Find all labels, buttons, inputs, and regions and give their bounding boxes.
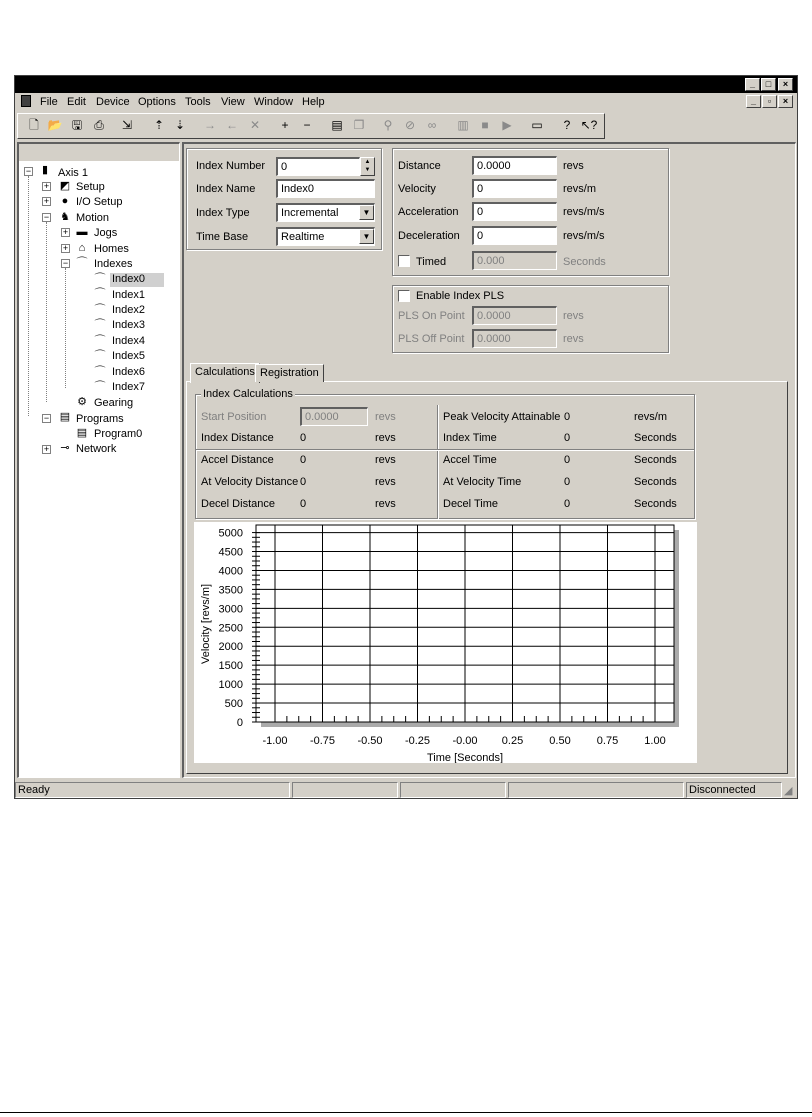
menu-tools[interactable]: Tools: [185, 96, 211, 108]
x-tick-label: -0.50: [357, 735, 383, 747]
velocity-unit: revs/m: [563, 183, 596, 195]
tab-calculations[interactable]: Calculations: [190, 363, 260, 383]
index-time-unit: Seconds: [634, 432, 677, 444]
print-icon[interactable]: ⎙: [94, 118, 104, 132]
at-velocity-time-label: At Velocity Time: [443, 476, 522, 488]
acceleration-unit: revs/m/s: [563, 206, 605, 218]
download-icon[interactable]: ⇣: [174, 118, 186, 132]
enable-pls-label: Enable Index PLS: [416, 290, 505, 302]
distance-label: Distance: [398, 160, 441, 172]
home-icon: ⌂: [78, 242, 86, 254]
help-icon[interactable]: ?: [563, 118, 571, 132]
calc-group-title: Index Calculations: [203, 388, 293, 400]
index-type-select[interactable]: [276, 203, 375, 222]
collapse-toggle[interactable]: −: [25, 166, 32, 176]
status-ready: Ready: [15, 782, 290, 798]
tree-item-index7[interactable]: Index7: [112, 381, 146, 393]
timed-unit: Seconds: [563, 256, 606, 268]
velocity-label: Velocity: [398, 183, 436, 195]
peak-velocity-label: Peak Velocity Attainable: [443, 411, 561, 423]
copy-icon[interactable]: ❐: [353, 118, 365, 132]
index-icon: ⌒: [94, 350, 106, 362]
title-bar: [15, 76, 797, 93]
tree-item-index4[interactable]: Index4: [112, 335, 146, 347]
status-connection: Disconnected: [686, 782, 782, 798]
x-tick-label: -0.25: [404, 735, 431, 747]
pls-off-field[interactable]: 0.0000: [472, 329, 557, 348]
zoom-icon[interactable]: ⚲: [383, 118, 393, 132]
x-tick-label: 0.50: [549, 735, 571, 747]
find-icon[interactable]: ⊘: [404, 118, 416, 132]
deceleration-unit: revs/m/s: [563, 230, 605, 242]
goto-icon[interactable]: ∞: [427, 118, 437, 132]
gear-icon: ⚙: [77, 396, 87, 408]
y-tick-label: 3000: [218, 603, 243, 616]
collapse-toggle[interactable]: −: [43, 212, 50, 222]
at-velocity-time-value: 0: [564, 476, 571, 488]
menu-window[interactable]: Window: [254, 96, 294, 108]
remove-device-icon[interactable]: ←: [226, 118, 238, 132]
upload-icon[interactable]: ⇡: [153, 118, 165, 132]
timed-field[interactable]: 0.000: [472, 251, 557, 270]
tree-line: [28, 176, 29, 416]
export-icon[interactable]: ⇲: [121, 118, 133, 132]
y-tick-label: 1500: [218, 660, 243, 673]
tree-item-io-setup[interactable]: I/O Setup: [76, 196, 123, 208]
expand-toggle[interactable]: +: [43, 181, 50, 191]
tree-item-setup[interactable]: Setup: [76, 181, 105, 193]
tree-item-index3[interactable]: Index3: [112, 319, 146, 331]
calc-divider: [437, 405, 439, 519]
menu-options[interactable]: Options: [138, 96, 176, 108]
velocity-chart: [194, 522, 697, 763]
accel-distance-unit: revs: [375, 454, 396, 466]
x-tick-label: 0.25: [501, 735, 524, 747]
app-menu-icon[interactable]: [21, 95, 31, 107]
index-number-field[interactable]: 0: [276, 157, 360, 176]
stop-icon[interactable]: ■: [481, 118, 489, 132]
decel-time-unit: Seconds: [634, 498, 677, 510]
y-tick-label: 500: [224, 698, 243, 711]
start-position-unit: revs: [375, 411, 396, 423]
add-device-icon[interactable]: →: [204, 118, 216, 132]
tree-line: [46, 222, 47, 402]
drive-icon: ▮: [41, 164, 49, 176]
y-tick-label: 2500: [218, 622, 243, 635]
y-tick-label: 3500: [218, 584, 243, 597]
index-name-label: Index Name: [196, 183, 256, 195]
start-position-label: Start Position: [201, 411, 267, 423]
index-icon: ⌒: [94, 304, 106, 316]
config-icon[interactable]: ▥: [457, 118, 469, 132]
x-axis-label: Time [Seconds]: [426, 752, 504, 763]
add-point-icon[interactable]: +: [281, 118, 289, 132]
decel-distance-value: 0: [300, 498, 307, 510]
distance-unit: revs: [563, 160, 584, 172]
x-tick-label: 0.75: [596, 735, 619, 747]
menu-edit[interactable]: Edit: [67, 96, 86, 108]
network-icon: ⊸: [60, 442, 70, 454]
io-icon: ●: [61, 195, 69, 207]
distance-field[interactable]: 0.0000: [472, 156, 557, 175]
save-icon[interactable]: 🖫: [71, 118, 83, 132]
accel-time-value: 0: [564, 454, 571, 466]
tree-item-program0[interactable]: Program0: [94, 428, 143, 440]
index-name-field[interactable]: Index0: [276, 179, 375, 198]
y-tick-label: 0: [236, 717, 243, 729]
child-minimize-button[interactable]: _: [746, 95, 761, 108]
jog-icon: ▬: [76, 226, 88, 238]
tree-item-index5[interactable]: Index5: [112, 350, 146, 362]
decel-distance-label: Decel Distance: [201, 498, 275, 510]
peak-velocity-unit: revs/m: [634, 411, 667, 423]
pls-on-unit: revs: [563, 310, 584, 322]
decel-time-value: 0: [564, 498, 571, 510]
y-tick-label: 2000: [218, 641, 243, 654]
decel-time-label: Decel Time: [443, 498, 499, 510]
expand-toggle[interactable]: +: [62, 227, 69, 237]
decel-distance-unit: revs: [375, 498, 396, 510]
tree-item-index1[interactable]: Index1: [112, 289, 146, 301]
pls-on-field[interactable]: 0.0000: [472, 306, 557, 325]
index-icon: ⌒: [76, 257, 88, 269]
index-type-value: Incremental: [281, 207, 339, 219]
tree-item-gearing[interactable]: Gearing: [94, 397, 134, 409]
index-distance-label: Index Distance: [201, 432, 274, 444]
delete-icon[interactable]: ✕: [249, 118, 261, 132]
peak-velocity-value: 0: [564, 411, 571, 423]
accel-time-unit: Seconds: [634, 454, 677, 466]
collapse-toggle[interactable]: −: [43, 413, 50, 423]
x-tick-label: -1.00: [262, 735, 288, 747]
at-velocity-distance-label: At Velocity Distance: [201, 476, 299, 488]
program-icon: ▤: [59, 411, 71, 423]
index-icon: ⌒: [94, 319, 106, 331]
index-distance-unit: revs: [375, 432, 396, 444]
tree-item-index6[interactable]: Index6: [112, 366, 146, 378]
time-base-value: Realtime: [281, 231, 325, 243]
minimize-button[interactable]: _: [745, 78, 760, 91]
chevron-down-icon[interactable]: ▼: [359, 205, 374, 220]
setup-icon: ◩: [59, 180, 71, 192]
tree-item-homes[interactable]: Homes: [94, 243, 129, 255]
index-type-label: Index Type: [196, 207, 250, 219]
y-tick-label: 1000: [218, 679, 243, 692]
time-base-label: Time Base: [196, 231, 249, 243]
y-tick-label: 5000: [218, 527, 243, 540]
index-icon: ⌒: [94, 288, 106, 300]
accel-distance-value: 0: [300, 454, 307, 466]
run-icon[interactable]: ▶: [502, 118, 512, 132]
deceleration-field[interactable]: 0: [472, 226, 557, 245]
tree-item-axis1[interactable]: Axis 1: [58, 167, 88, 179]
tree-item-indexes[interactable]: Indexes: [94, 258, 133, 270]
status-panel-3: [508, 782, 684, 798]
tab-registration[interactable]: Registration: [255, 364, 324, 382]
chevron-down-icon[interactable]: ▼: [359, 229, 374, 244]
index-icon: ⌒: [94, 381, 106, 393]
x-tick-label: -0.00: [452, 735, 478, 747]
velocity-field[interactable]: 0: [472, 179, 557, 198]
deceleration-label: Deceleration: [398, 230, 460, 242]
child-close-button[interactable]: ×: [778, 95, 793, 108]
maximize-button[interactable]: □: [761, 78, 776, 91]
collapse-toggle[interactable]: −: [62, 258, 69, 268]
tree-item-motion[interactable]: Motion: [76, 212, 110, 224]
child-restore-button[interactable]: ▫: [762, 95, 777, 108]
index-number-spinner[interactable]: ▲ ▼: [360, 157, 375, 176]
y-tick-label: 4500: [218, 546, 243, 559]
index-icon: ⌒: [94, 335, 106, 347]
y-axis-label: Velocity [revs/m]: [200, 583, 212, 665]
pls-off-label: PLS Off Point: [398, 333, 465, 345]
resize-grip-icon[interactable]: ◢: [784, 785, 793, 797]
enable-pls-checkbox[interactable]: [398, 290, 410, 302]
motion-icon: ♞: [60, 211, 70, 223]
at-velocity-time-unit: Seconds: [634, 476, 677, 488]
tree-item-programs[interactable]: Programs: [76, 413, 124, 425]
remove-point-icon[interactable]: −: [303, 118, 311, 132]
at-velocity-distance-unit: revs: [375, 476, 396, 488]
new-icon[interactable]: 🗋: [29, 118, 39, 132]
menu-help[interactable]: Help: [302, 96, 325, 108]
accel-time-label: Accel Time: [443, 454, 497, 466]
pls-off-unit: revs: [563, 333, 584, 345]
at-velocity-distance-value: 0: [300, 476, 307, 488]
status-panel-2: [400, 782, 506, 798]
window-icon[interactable]: ▭: [531, 118, 543, 132]
close-button[interactable]: ×: [778, 78, 793, 91]
properties-icon[interactable]: ▤: [331, 118, 343, 132]
program-icon: ▤: [76, 427, 88, 439]
menu-bar: [15, 93, 797, 111]
acceleration-field[interactable]: 0: [472, 202, 557, 221]
timed-checkbox[interactable]: [398, 255, 410, 267]
index-distance-value: 0: [300, 432, 307, 444]
tree-item-network[interactable]: Network: [76, 443, 117, 455]
timed-label: Timed: [416, 256, 447, 268]
time-base-select[interactable]: [276, 227, 375, 246]
open-icon[interactable]: 📂: [47, 118, 63, 132]
context-help-icon[interactable]: ↖?: [580, 118, 598, 132]
expand-toggle[interactable]: +: [62, 243, 69, 253]
x-tick-label: 1.00: [644, 735, 666, 747]
expand-toggle[interactable]: +: [43, 444, 50, 454]
tree-item-jogs[interactable]: Jogs: [94, 227, 118, 239]
index-icon: ⌒: [94, 273, 106, 285]
start-position-field[interactable]: 0.0000: [300, 407, 368, 426]
accel-distance-label: Accel Distance: [201, 454, 274, 466]
index-time-value: 0: [564, 432, 571, 444]
acceleration-label: Acceleration: [398, 206, 459, 218]
tree-item-index2[interactable]: Index2: [112, 304, 146, 316]
y-tick-label: 4000: [218, 565, 243, 578]
tree-item-index0[interactable]: Index0: [110, 273, 164, 287]
tree-line: [65, 268, 66, 388]
tree-header: [19, 144, 179, 161]
x-tick-label: -0.75: [309, 735, 336, 747]
expand-toggle[interactable]: +: [43, 196, 50, 206]
index-icon: ⌒: [94, 366, 106, 378]
pls-on-label: PLS On Point: [398, 310, 465, 322]
menu-file[interactable]: File: [40, 96, 58, 108]
status-panel-1: [292, 782, 398, 798]
calc-separator: [196, 449, 694, 451]
menu-device[interactable]: Device: [96, 96, 130, 108]
index-number-label: Index Number: [196, 160, 266, 172]
menu-view[interactable]: View: [221, 96, 245, 108]
index-time-label: Index Time: [443, 432, 497, 444]
page-rule: [0, 1112, 812, 1113]
